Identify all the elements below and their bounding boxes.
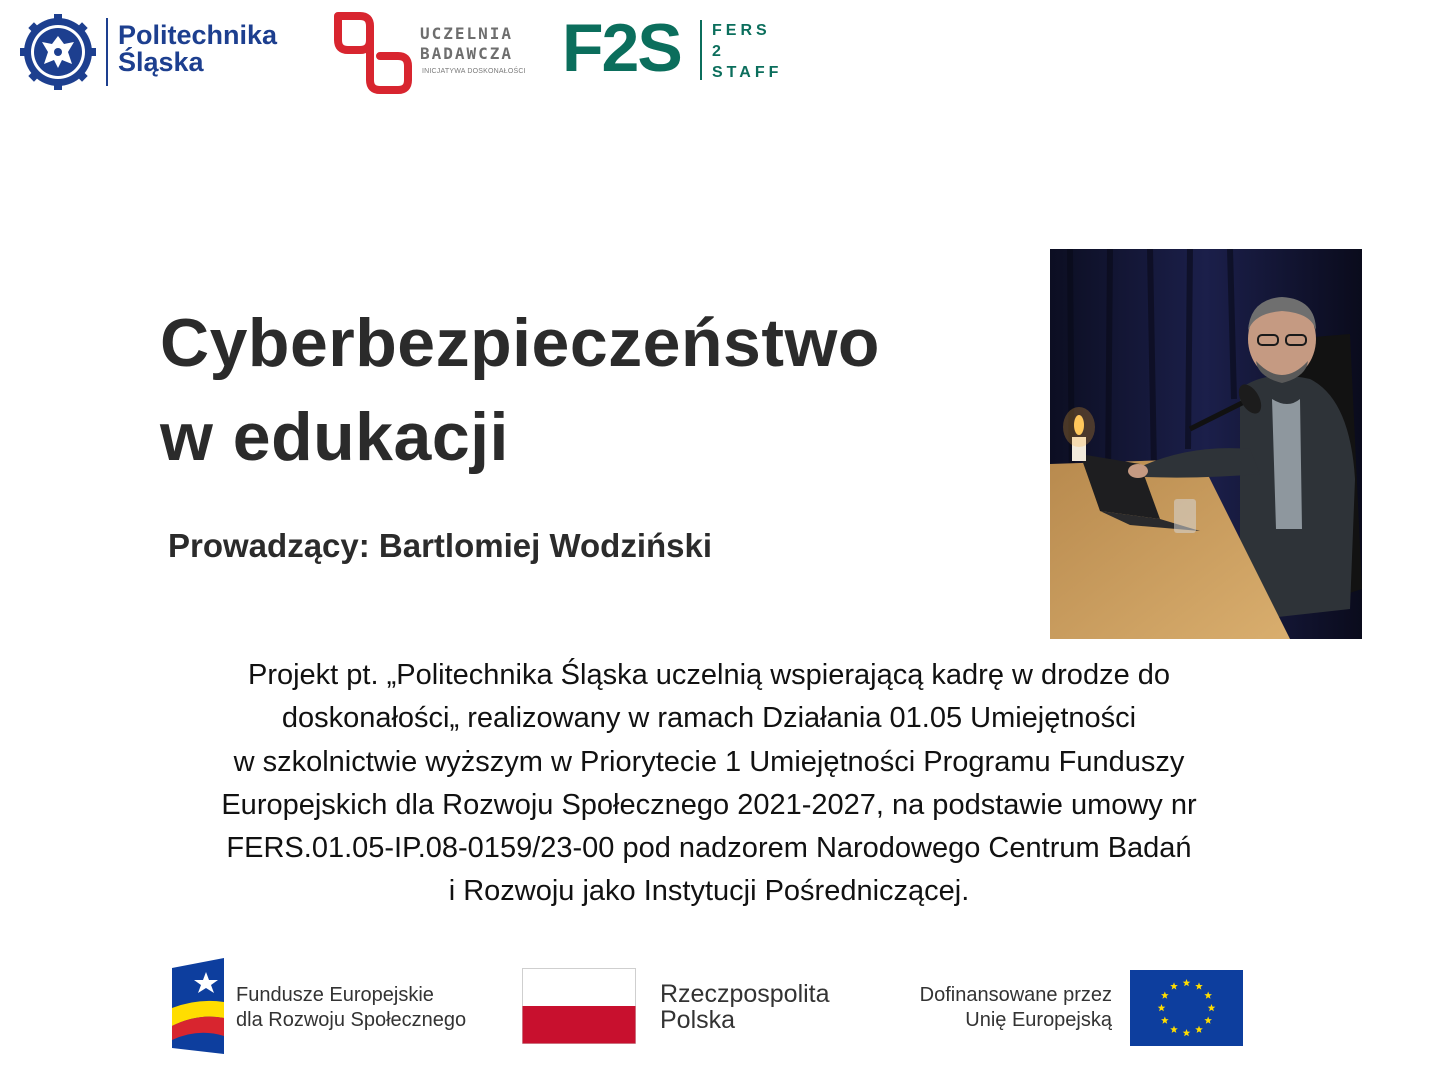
- project-description: Projekt pt. „Politechnika Śląska uczelnią wspierającą kadrę w drodze do doskonałości„ realizowany w ramach Działania 01.05 Umiejętności w szkolnictwie wyższym w Priorytecie 1 Umiejętności Programu Funduszy Europejskich dla Rozwoju Społecznego 2021-2027, na podstawie umowy nr FERS.01.05-IP.08-0159/23-00 pod nadzorem Narodowego Centrum Badań i Rozwoju jako Instytucji Pośredniczącej.: [221, 659, 1197, 908]
- f2s-logo-mark: F2S: [562, 10, 681, 86]
- inicjatywa-doskonalosci-label: INICJATYWA DOSKONAŁOŚCI: [422, 68, 526, 75]
- rzeczpospolita-polska-label: Rzeczpospolita Polska: [660, 980, 830, 1034]
- fundusze-europejskie-label: Fundusze Europejskie dla Rozwoju Społecznego: [236, 984, 467, 1031]
- uczelnia-badawcza-wordmark: UCZELNIA BADAWCZA: [420, 24, 514, 63]
- eu-cofinancing-label: Dofinansowane przez Unię Europejską: [919, 984, 1112, 1031]
- presenter-photo: [1050, 249, 1362, 639]
- f2s-divider: [700, 20, 702, 80]
- presenter-line: Prowadzący: Bartlomiej Wodziński: [168, 527, 713, 564]
- eu-flag-icon: [1130, 970, 1243, 1046]
- politechnika-slaska-wordmark: Politechnika Śląska: [118, 20, 278, 77]
- fundusze-europejskie-icon: [172, 958, 224, 1054]
- course-title: Cyberbezpieczeństwo w edukacji: [160, 305, 880, 475]
- fers-2-staff-wordmark: FERS 2 STAFF: [712, 22, 783, 81]
- polish-flag-icon: [522, 968, 636, 1044]
- polsl-divider: [106, 18, 108, 86]
